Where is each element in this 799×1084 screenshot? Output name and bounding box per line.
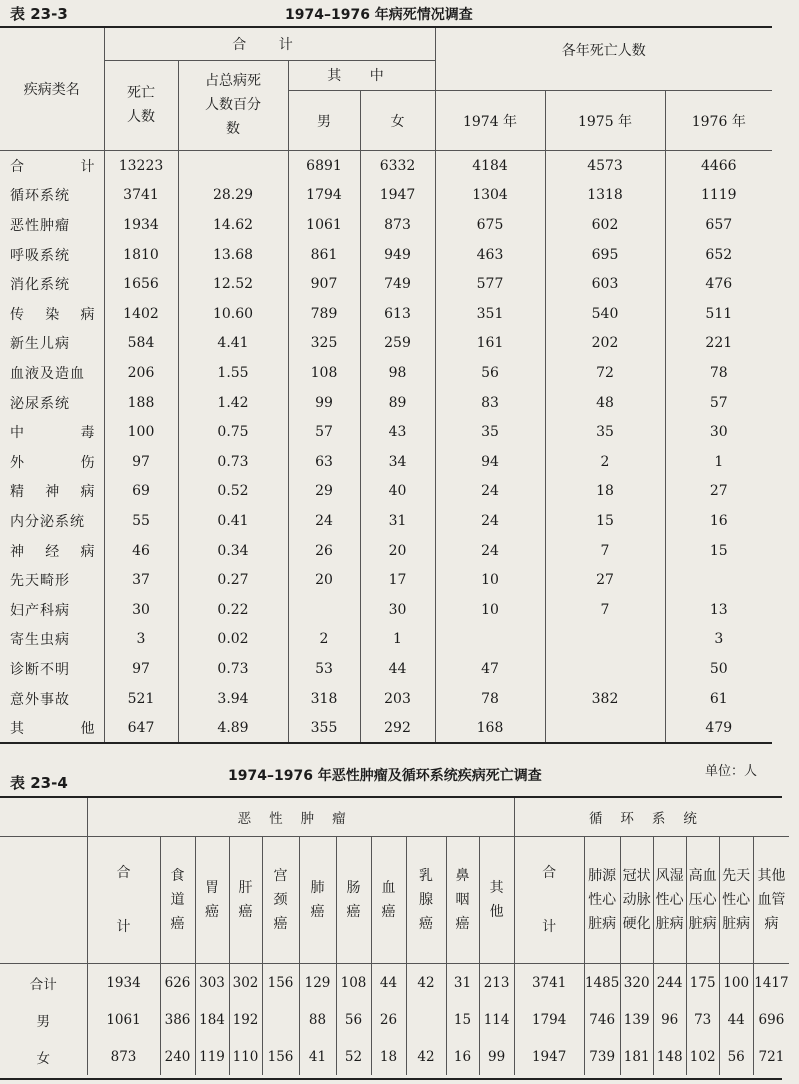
- cell-m: 108: [288, 358, 360, 388]
- header-malignant: 恶性肿瘤: [87, 798, 514, 837]
- header-malignant-col: 食道癌: [160, 837, 195, 964]
- cell-f: 98: [360, 358, 435, 388]
- cell-circulatory: 56: [719, 1038, 753, 1075]
- cell-a: 83: [435, 388, 545, 418]
- cell-b: 540: [545, 299, 665, 329]
- cell-f: 6332: [360, 151, 435, 181]
- cell-malignant: 44: [371, 964, 406, 1002]
- header-malignant-col: 宫颈癌: [262, 837, 299, 964]
- cell-f: 30: [360, 595, 435, 625]
- cell-circulatory: 44: [719, 1001, 753, 1038]
- cell-a: 10: [435, 565, 545, 595]
- table-row: [0, 151, 772, 181]
- cell-malignant: 99: [479, 1038, 514, 1075]
- cell-circulatory: 244: [653, 964, 686, 1002]
- table-row: [0, 388, 772, 418]
- cell-p: 0.73: [178, 654, 288, 684]
- disease-name: 消化系统: [0, 269, 104, 299]
- header-circulatory-col: 先天性心脏病: [719, 837, 753, 964]
- cell-malignant: 16: [446, 1038, 479, 1075]
- cell-circulatory: 148: [653, 1038, 686, 1075]
- disease-name: 恶性肿瘤: [0, 210, 104, 240]
- cell-d: 521: [104, 684, 178, 714]
- cell-a: 78: [435, 684, 545, 714]
- header-1975: 1975 年: [545, 91, 665, 151]
- cell-p: 0.22: [178, 595, 288, 625]
- cell-b: 72: [545, 358, 665, 388]
- cell-c: 78: [709, 365, 728, 382]
- cell-c: 511: [705, 305, 733, 322]
- header-malignant-col: 血癌: [371, 837, 406, 964]
- cell-c: 1119: [700, 187, 737, 204]
- table-row: [0, 506, 772, 536]
- cell-c: [665, 565, 772, 595]
- cell-b: [545, 713, 665, 743]
- cell-d: 30: [104, 595, 178, 625]
- cell-b: 15: [545, 506, 665, 536]
- cell-d: 55: [104, 506, 178, 536]
- cell-a: 47: [435, 654, 545, 684]
- cell-p: 0.73: [178, 447, 288, 477]
- cell-c: 57: [709, 394, 728, 411]
- cell-a: 94: [435, 447, 545, 477]
- cell-a: 161: [435, 329, 545, 359]
- cell-malignant: 52: [336, 1038, 371, 1075]
- cell-circulatory: 1485: [584, 964, 620, 1002]
- cell-circulatory: 746: [584, 1001, 620, 1038]
- bottom-rule-2: [0, 1078, 782, 1080]
- cell-d: 69: [104, 477, 178, 507]
- disease-name: 先天畸形: [0, 565, 104, 595]
- cell-c: 16: [709, 513, 728, 530]
- cell-malignant: 303: [195, 964, 229, 1002]
- table-row: [0, 477, 772, 507]
- cell-malignant: 110: [229, 1038, 262, 1075]
- cell-p: 13.68: [178, 240, 288, 270]
- cell-c: 61: [709, 690, 728, 707]
- disease-name: 精 神 病: [0, 477, 104, 507]
- cell-p: 0.75: [178, 417, 288, 447]
- cell-malignant: 119: [195, 1038, 229, 1075]
- cell-malignant: 15: [446, 1001, 479, 1038]
- cell-p: 0.02: [178, 625, 288, 655]
- cell-circulatory: 73: [686, 1001, 719, 1038]
- header-blank: [0, 798, 87, 837]
- cell-p: 12.52: [178, 269, 288, 299]
- header-disease-name: 疾病类名: [0, 28, 104, 151]
- table-row: [0, 1001, 789, 1038]
- cell-m: 53: [288, 654, 360, 684]
- cell-circulatory: 320: [620, 964, 653, 1002]
- row-label: 合计: [0, 964, 87, 1002]
- cell-c: 652: [705, 246, 733, 263]
- cell-b: 1318: [545, 181, 665, 211]
- cell-malignant: [406, 1001, 446, 1038]
- disease-name: 血液及造血: [0, 358, 104, 388]
- header-malignant-col: 肝癌: [229, 837, 262, 964]
- header-female: 女: [360, 91, 435, 151]
- bottom-rule: [0, 742, 772, 744]
- cell-a: [435, 625, 545, 655]
- table-row: [0, 181, 772, 211]
- cell-d: 1934: [104, 210, 178, 240]
- cell-malignant: [262, 1001, 299, 1038]
- header-malignant-col: 其他: [479, 837, 514, 964]
- header-malignant-col: 乳腺癌: [406, 837, 446, 964]
- cell-m: 29: [288, 477, 360, 507]
- header-circulatory-col: 高血压心脏病: [686, 837, 719, 964]
- cancer-circulatory-table: [0, 798, 789, 1075]
- disease-name: 循环系统: [0, 181, 104, 211]
- cell-a: 35: [435, 417, 545, 447]
- cell-p: 1.55: [178, 358, 288, 388]
- disease-name: 寄生虫病: [0, 625, 104, 655]
- header-male: 男: [288, 91, 360, 151]
- cell-a: 10: [435, 595, 545, 625]
- cell-malignant: 873: [87, 1038, 160, 1075]
- cell-malignant: 213: [479, 964, 514, 1002]
- cell-m: 57: [288, 417, 360, 447]
- cell-p: 1.42: [178, 388, 288, 418]
- cell-m: 325: [288, 329, 360, 359]
- cell-d: 97: [104, 654, 178, 684]
- cell-m: 789: [288, 299, 360, 329]
- cell-d: 188: [104, 388, 178, 418]
- cell-f: 20: [360, 536, 435, 566]
- cell-f: 259: [360, 329, 435, 359]
- table-row: [0, 269, 772, 299]
- cell-circulatory: 139: [620, 1001, 653, 1038]
- cell-f: 1947: [360, 181, 435, 211]
- cell-b: 603: [545, 269, 665, 299]
- table-number: 表 23-3: [10, 5, 68, 23]
- cell-f: 31: [360, 506, 435, 536]
- table-row: [0, 684, 772, 714]
- cell-m: [288, 595, 360, 625]
- cell-d: 1656: [104, 269, 178, 299]
- cell-malignant: 18: [371, 1038, 406, 1075]
- cell-malignant: 1934: [87, 964, 160, 1002]
- cell-b: 7: [545, 595, 665, 625]
- header-1976: 1976 年: [665, 91, 772, 151]
- cell-b: 7: [545, 536, 665, 566]
- cell-m: 907: [288, 269, 360, 299]
- cell-p: 0.52: [178, 477, 288, 507]
- cell-p: 4.41: [178, 329, 288, 359]
- cell-malignant: 240: [160, 1038, 195, 1075]
- header-among: 其 中: [288, 60, 435, 91]
- table-row: [0, 595, 772, 625]
- disease-name: 其 他: [0, 713, 104, 743]
- cell-p: 28.29: [178, 181, 288, 211]
- cell-circulatory: 96: [653, 1001, 686, 1038]
- cell-b: 4573: [545, 151, 665, 181]
- table-title-2: 1974–1976 年恶性肿瘤及循环系统疾病死亡调查: [228, 768, 542, 784]
- table-title: 1974–1976 年病死情况调查: [285, 7, 473, 23]
- cell-malignant: 31: [446, 964, 479, 1002]
- cell-malignant: 114: [479, 1001, 514, 1038]
- disease-name: 神 经 病: [0, 536, 104, 566]
- cell-b: [545, 654, 665, 684]
- cell-a: 675: [435, 210, 545, 240]
- cell-d: 97: [104, 447, 178, 477]
- header-percent: 占总病死人数百分数: [178, 60, 288, 151]
- cell-malignant: 26: [371, 1001, 406, 1038]
- cell-circulatory: 1417: [754, 974, 789, 991]
- cell-f: 949: [360, 240, 435, 270]
- cell-circulatory: 739: [584, 1038, 620, 1075]
- cell-b: 48: [545, 388, 665, 418]
- cell-b: 602: [545, 210, 665, 240]
- cell-a: 463: [435, 240, 545, 270]
- header-blank-2: [0, 837, 87, 964]
- header-circulatory-col: 其他血管病: [753, 837, 789, 964]
- cell-d: 37: [104, 565, 178, 595]
- disease-name: 外 伤: [0, 447, 104, 477]
- cell-circulatory: 102: [686, 1038, 719, 1075]
- cell-p: 10.60: [178, 299, 288, 329]
- cell-circulatory: 100: [719, 964, 753, 1002]
- cell-f: 203: [360, 684, 435, 714]
- cell-malignant: 184: [195, 1001, 229, 1038]
- cell-circulatory: 3741: [514, 964, 584, 1002]
- table-row: [0, 964, 789, 1002]
- cell-a: 24: [435, 506, 545, 536]
- cell-m: 99: [288, 388, 360, 418]
- cell-c: 15: [709, 542, 728, 559]
- cell-d: 46: [104, 536, 178, 566]
- cell-f: 613: [360, 299, 435, 329]
- cell-m: 1061: [288, 210, 360, 240]
- cell-malignant: 42: [406, 1038, 446, 1075]
- cell-circulatory: 181: [620, 1038, 653, 1075]
- table-row: [0, 210, 772, 240]
- table-row: [0, 654, 772, 684]
- table-row: [0, 565, 772, 595]
- cell-c: 221: [705, 335, 733, 352]
- cell-malignant: 129: [299, 964, 336, 1002]
- cell-m: 2: [288, 625, 360, 655]
- cell-p: 0.27: [178, 565, 288, 595]
- row-label: 男: [0, 1001, 87, 1038]
- cell-d: 206: [104, 358, 178, 388]
- cell-b: 695: [545, 240, 665, 270]
- cell-c: 1: [714, 453, 724, 470]
- cell-b: 35: [545, 417, 665, 447]
- cell-malignant: 156: [262, 1038, 299, 1075]
- table-row: [0, 1038, 789, 1075]
- cell-c: 30: [709, 424, 728, 441]
- cell-malignant: 1061: [87, 1001, 160, 1038]
- cell-f: 40: [360, 477, 435, 507]
- cell-malignant: 156: [262, 964, 299, 1002]
- cell-c: 657: [705, 217, 733, 234]
- header-malignant-col: 合计: [87, 837, 160, 964]
- cell-a: 351: [435, 299, 545, 329]
- cell-d: 647: [104, 713, 178, 743]
- header-circulatory-col: 合计: [514, 837, 584, 964]
- cell-m: 318: [288, 684, 360, 714]
- cell-m: 6891: [288, 151, 360, 181]
- table-row: [0, 240, 772, 270]
- header-1974: 1974 年: [435, 91, 545, 151]
- cell-f: 43: [360, 417, 435, 447]
- cell-malignant: 108: [336, 964, 371, 1002]
- cell-circulatory: 1794: [514, 1001, 584, 1038]
- cell-c: 476: [705, 276, 733, 293]
- disease-name: 意外事故: [0, 684, 104, 714]
- cell-a: 24: [435, 477, 545, 507]
- disease-name: 新生儿病: [0, 329, 104, 359]
- header-malignant-col: 肺癌: [299, 837, 336, 964]
- cell-p: 14.62: [178, 210, 288, 240]
- cell-b: 18: [545, 477, 665, 507]
- cell-d: 3741: [104, 181, 178, 211]
- cell-a: 4184: [435, 151, 545, 181]
- cell-p: 0.34: [178, 536, 288, 566]
- cell-b: 2: [545, 447, 665, 477]
- table-row: [0, 447, 772, 477]
- cell-d: 13223: [104, 151, 178, 181]
- header-circulatory-col: 冠状动脉硬化: [620, 837, 653, 964]
- header-malignant-col: 肠癌: [336, 837, 371, 964]
- cell-f: 44: [360, 654, 435, 684]
- cell-c: 4466: [665, 151, 772, 181]
- disease-name: 内分泌系统: [0, 506, 104, 536]
- cell-circulatory: 721: [758, 1048, 785, 1065]
- cell-p: 3.94: [178, 684, 288, 714]
- cell-m: 63: [288, 447, 360, 477]
- cell-b: 202: [545, 329, 665, 359]
- cell-c: 479: [705, 720, 733, 737]
- row-label: 女: [0, 1038, 87, 1075]
- cell-d: 3: [104, 625, 178, 655]
- cell-d: 584: [104, 329, 178, 359]
- cell-f: 749: [360, 269, 435, 299]
- cell-malignant: 386: [160, 1001, 195, 1038]
- cell-malignant: 88: [299, 1001, 336, 1038]
- cell-m: 24: [288, 506, 360, 536]
- cell-f: 34: [360, 447, 435, 477]
- cell-f: 17: [360, 565, 435, 595]
- cell-malignant: 56: [336, 1001, 371, 1038]
- disease-name: 诊断不明: [0, 654, 104, 684]
- cell-p: 4.89: [178, 713, 288, 743]
- cell-b: 27: [545, 565, 665, 595]
- header-circulatory-col: 风湿性心脏病: [653, 837, 686, 964]
- cell-d: 100: [104, 417, 178, 447]
- table-row: [0, 536, 772, 566]
- table-row: [0, 329, 772, 359]
- cell-f: 89: [360, 388, 435, 418]
- table-number-2: 表 23-4: [10, 774, 68, 792]
- cell-b: [545, 625, 665, 655]
- table-row: [0, 299, 772, 329]
- header-malignant-col: 鼻咽癌: [446, 837, 479, 964]
- cell-malignant: 41: [299, 1038, 336, 1075]
- cell-a: 168: [435, 713, 545, 743]
- table-row: [0, 358, 772, 388]
- header-malignant-col: 胃癌: [195, 837, 229, 964]
- disease-name: 呼吸系统: [0, 240, 104, 270]
- table-row: [0, 713, 772, 743]
- cell-f: 1: [360, 625, 435, 655]
- cell-f: 292: [360, 713, 435, 743]
- table-row: [0, 625, 772, 655]
- header-deaths: 死亡人数: [104, 60, 178, 151]
- header-circulatory-col: 肺源性心脏病: [584, 837, 620, 964]
- cell-circulatory: 175: [686, 964, 719, 1002]
- cell-malignant: 192: [229, 1001, 262, 1038]
- unit-label: 单位：人: [705, 764, 758, 779]
- cell-p: [178, 151, 288, 181]
- disease-name: 泌尿系统: [0, 388, 104, 418]
- disease-death-table: [0, 28, 772, 743]
- cell-a: 56: [435, 358, 545, 388]
- cell-m: 26: [288, 536, 360, 566]
- disease-name: 妇产科病: [0, 595, 104, 625]
- cell-malignant: 302: [229, 964, 262, 1002]
- cell-p: 0.41: [178, 506, 288, 536]
- cell-c: 50: [709, 660, 728, 677]
- cell-c: 13: [709, 601, 728, 618]
- cell-b: 382: [545, 684, 665, 714]
- cell-m: 355: [288, 713, 360, 743]
- disease-name: 合 计: [0, 151, 104, 181]
- cell-circulatory: 1947: [514, 1038, 584, 1075]
- cell-d: 1810: [104, 240, 178, 270]
- disease-name: 中 毒: [0, 417, 104, 447]
- cell-m: 20: [288, 565, 360, 595]
- cell-circulatory: 696: [758, 1011, 785, 1028]
- cell-m: 1794: [288, 181, 360, 211]
- header-circulatory: 循环系统: [514, 798, 789, 837]
- header-total: 合 计: [104, 28, 435, 60]
- cell-c: 27: [709, 483, 728, 500]
- cell-d: 1402: [104, 299, 178, 329]
- table-row: [0, 417, 772, 447]
- cell-a: 1304: [435, 181, 545, 211]
- cell-f: 873: [360, 210, 435, 240]
- cell-malignant: 626: [160, 964, 195, 1002]
- cell-malignant: 42: [406, 964, 446, 1002]
- cell-m: 861: [288, 240, 360, 270]
- disease-name: 传 染 病: [0, 299, 104, 329]
- cell-c: 3: [714, 631, 724, 648]
- cell-a: 24: [435, 536, 545, 566]
- cell-a: 577: [435, 269, 545, 299]
- header-yearly-deaths: 各年死亡人数: [435, 28, 772, 91]
